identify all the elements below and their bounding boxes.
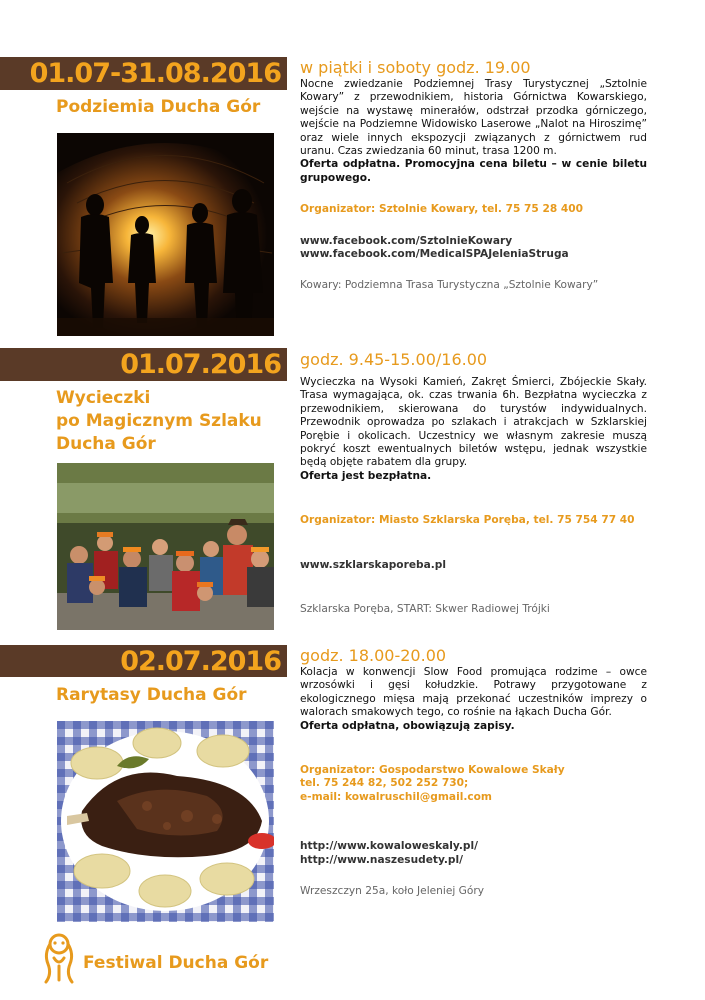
event-link[interactable]: http://www.naszesudety.pl/ [300, 853, 464, 866]
event-organizer: Organizator: Gospodarstwo Kowalowe Skały [300, 764, 565, 777]
event-description: Nocne zwiedzanie Podziemnej Trasy Turystycznej „Sztolnie Kowary” z przewodnikiem, historia Górnictwa Kowarskiego, wejście na wystawę minerałów, odstrzał przodka górniczego, wejście na Podziemne Widowisko Laserowe „Nalot na Hiroszimę” oraz wiele innych ekspozycji związanych z górnictwem rud uranu. Czas zwiedzania 60 minut, trasa 1200 m. [300, 78, 647, 158]
event-title [56, 387, 281, 456]
event-date-bar [0, 57, 287, 90]
event-date-bar [0, 348, 287, 381]
event-description: Kolacja w konwencji Slow Food promująca rodzime – owce wrzosówki i gęsi kołudzkie. Potrawy przygotowane z ekologicznego mięsa mają przekonać uczestników imprezy o walorach smakowych tego, co rośnie na łąkach Ducha Gór. [300, 666, 647, 719]
event-description: Wycieczka na Wysoki Kamień, Zakręt Śmierci, Zbójeckie Skały. Trasa wymagająca, ok. czas trwania 6h. Bezpłatna wycieczka z przewodnikiem, skierowana do turystów indywidualnych. Przewodnik oprowadza po szlakach i atrakcjach w Szklarskiej Porębie i okolicach. Uczestnicy we własnym zakresie muszą pokryć koszt ewentualnych biletów wstępu, jednak wszystkie będą objęte rabatem dla grupy. [300, 376, 647, 469]
event-time: godz. 9.45-15.00/16.00 [300, 350, 488, 369]
festival-logo [38, 930, 298, 985]
event-offer: Oferta odpłatna, obowiązują zapisy. [300, 719, 515, 732]
event-date: 02.07.2016 [120, 645, 281, 677]
event-details [300, 350, 647, 616]
event-link[interactable]: www.szklarskaporeba.pl [300, 558, 446, 571]
event-date-bar [0, 645, 287, 677]
event-title [56, 96, 281, 119]
event-organizer[interactable]: e-mail: kowalruschil@gmail.com [300, 790, 492, 803]
event-title-line: Wycieczki [56, 388, 151, 408]
spirit-mountain-icon [38, 930, 80, 985]
event-link[interactable]: www.facebook.com/SztolnieKowary [300, 234, 513, 247]
event-offer: Oferta jest bezpłatna. [300, 469, 432, 482]
event-offer: Oferta odpłatna. Promocyjna cena biletu – w cenie biletu grupowego. [300, 158, 647, 184]
event-title-line: po Magicznym Szlaku [56, 411, 262, 431]
event-time: w piątki i soboty godz. 19.00 [300, 58, 531, 77]
event-details [300, 646, 647, 898]
event-title-line: Rarytasy Ducha Gór [56, 685, 247, 705]
event-organizer: Organizator: Miasto Szklarska Poręba, tel. 75 754 77 40 [300, 514, 635, 527]
event-link[interactable]: http://www.kowaloweskaly.pl/ [300, 840, 478, 853]
event-details [300, 58, 647, 293]
event-title [56, 684, 281, 707]
event-title-line: Podziemia Ducha Gór [56, 97, 261, 117]
festival-logo-text: Festiwal Ducha Gór [83, 953, 269, 973]
event-location: Szklarska Poręba, START: Skwer Radiowej Trójki [300, 603, 550, 616]
event-date: 01.07-31.08.2016 [29, 58, 281, 89]
event-time: godz. 18.00-20.00 [300, 646, 447, 665]
event-location: Wrzeszczyn 25a, koło Jeleniej Góry [300, 885, 484, 898]
event-organizer: tel. 75 244 82, 502 252 730; [300, 777, 469, 790]
event-title-line: Ducha Gór [56, 434, 156, 454]
event-photo-hikers [57, 463, 274, 630]
event-location: Kowary: Podziemna Trasa Turystyczna „Sztolnie Kowary” [300, 279, 599, 292]
event-photo-tunnel [57, 133, 274, 336]
event-photo-dish [57, 721, 274, 922]
event-organizer: Organizator: Sztolnie Kowary, tel. 75 75 28 400 [300, 203, 584, 216]
event-link[interactable]: www.facebook.com/MedicalSPAJeleniaStruga [300, 248, 569, 261]
event-date: 01.07.2016 [120, 349, 281, 380]
